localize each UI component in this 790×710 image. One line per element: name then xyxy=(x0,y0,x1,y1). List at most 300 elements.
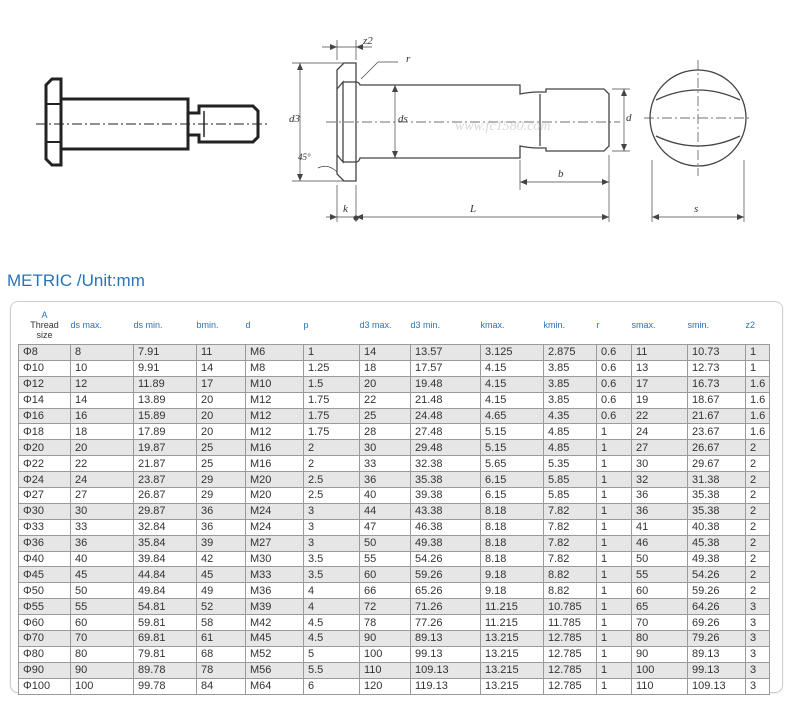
table-cell: 1.6 xyxy=(746,392,770,408)
col-header: ds min. xyxy=(133,320,163,330)
table-cell: 12 xyxy=(71,376,134,392)
table-cell: 5.65 xyxy=(481,456,544,472)
table-cell: 1.6 xyxy=(746,408,770,424)
table-cell: 8.18 xyxy=(481,535,544,551)
table-cell: 4.15 xyxy=(481,376,544,392)
table-cell: 2 xyxy=(746,440,770,456)
table-cell: 70 xyxy=(632,615,688,631)
table-cell: 5.35 xyxy=(544,456,597,472)
label-k: k xyxy=(343,203,348,215)
table-cell: 1.6 xyxy=(746,424,770,440)
table-cell: Φ22 xyxy=(19,456,71,472)
table-cell: 78 xyxy=(197,662,246,678)
table-cell: 79.26 xyxy=(688,631,746,647)
table-cell: 79.81 xyxy=(134,646,197,662)
table-cell: Φ20 xyxy=(19,440,71,456)
table-cell: 11.89 xyxy=(134,376,197,392)
table-cell: 2 xyxy=(746,583,770,599)
table-cell: 1.75 xyxy=(304,424,360,440)
table-cell: 10.73 xyxy=(688,345,746,361)
table-cell: Φ50 xyxy=(19,583,71,599)
table-cell: 17.57 xyxy=(411,360,481,376)
table-cell: 69.81 xyxy=(134,631,197,647)
table-cell: 71.26 xyxy=(411,599,481,615)
table-cell: 16 xyxy=(71,408,134,424)
table-cell: 5.85 xyxy=(544,488,597,504)
table-cell: 17 xyxy=(632,376,688,392)
table-cell: 26.67 xyxy=(688,440,746,456)
table-cell: 4.35 xyxy=(544,408,597,424)
table-row xyxy=(19,376,770,392)
table-cell: 1 xyxy=(597,631,632,647)
table-cell: 32 xyxy=(632,472,688,488)
table-cell: 22 xyxy=(360,392,411,408)
table-cell: 2 xyxy=(746,535,770,551)
table-cell: 3.85 xyxy=(544,360,597,376)
table-cell: 0.6 xyxy=(597,376,632,392)
table-cell: 47 xyxy=(360,519,411,535)
table-cell: 40 xyxy=(71,551,134,567)
table-cell: 36 xyxy=(632,488,688,504)
table-cell: 15.89 xyxy=(134,408,197,424)
table-cell: 3 xyxy=(746,631,770,647)
table-cell: 25 xyxy=(197,456,246,472)
table-cell: 2 xyxy=(746,519,770,535)
table-cell: 99.13 xyxy=(411,646,481,662)
table-cell: 42 xyxy=(197,551,246,567)
col-header: p xyxy=(303,320,309,330)
table-cell: 68 xyxy=(197,646,246,662)
table-cell: 89.78 xyxy=(134,662,197,678)
table-row xyxy=(19,360,770,376)
table-cell: 0.6 xyxy=(597,392,632,408)
shoulder-bolt-drawing xyxy=(0,0,790,250)
table-cell: M33 xyxy=(246,567,304,583)
table-cell: 30 xyxy=(632,456,688,472)
table-cell: Φ36 xyxy=(19,535,71,551)
table-cell: M16 xyxy=(246,440,304,456)
table-cell: 25 xyxy=(360,408,411,424)
table-cell: 1 xyxy=(597,583,632,599)
table-cell: 109.13 xyxy=(411,662,481,678)
table-cell: 7.82 xyxy=(544,519,597,535)
table-cell: 49.84 xyxy=(134,583,197,599)
table-cell: 100 xyxy=(71,678,134,694)
label-d3: d3 xyxy=(289,113,300,125)
table-cell: 2 xyxy=(304,440,360,456)
table-row xyxy=(19,424,770,440)
table-cell: Φ90 xyxy=(19,662,71,678)
table-cell: 3 xyxy=(746,615,770,631)
table-cell: 4 xyxy=(304,599,360,615)
table-cell: 1.75 xyxy=(304,408,360,424)
table-cell: 2 xyxy=(746,472,770,488)
table-cell: 90 xyxy=(632,646,688,662)
table-row xyxy=(19,551,770,567)
table-cell: 13 xyxy=(632,360,688,376)
table-cell: 90 xyxy=(71,662,134,678)
table-cell: Φ45 xyxy=(19,567,71,583)
table-cell: 78 xyxy=(360,615,411,631)
table-cell: 3 xyxy=(304,535,360,551)
table-cell: M45 xyxy=(246,631,304,647)
table-cell: 4.85 xyxy=(544,424,597,440)
table-cell: 1 xyxy=(597,472,632,488)
label-s: s xyxy=(694,203,699,215)
table-cell: 22 xyxy=(71,456,134,472)
label-L: L xyxy=(470,203,477,215)
table-cell: 7.82 xyxy=(544,551,597,567)
table-cell: 43.38 xyxy=(411,503,481,519)
table-cell: 8 xyxy=(71,345,134,361)
table-cell: 27 xyxy=(71,488,134,504)
table-cell: 54.26 xyxy=(411,551,481,567)
table-cell: 13.215 xyxy=(481,662,544,678)
table-cell: 59.26 xyxy=(688,583,746,599)
table-cell: 1 xyxy=(597,519,632,535)
table-cell: 0.6 xyxy=(597,345,632,361)
table-cell: M30 xyxy=(246,551,304,567)
table-cell: 18 xyxy=(360,360,411,376)
col-header: bmin. xyxy=(196,320,219,330)
table-cell: 52 xyxy=(197,599,246,615)
table-cell: 8.82 xyxy=(544,583,597,599)
table-row xyxy=(19,583,770,599)
table-cell: 0.6 xyxy=(597,408,632,424)
table-row xyxy=(19,408,770,424)
table-cell: M42 xyxy=(246,615,304,631)
table-cell: 69.26 xyxy=(688,615,746,631)
table-cell: 1 xyxy=(597,646,632,662)
table-cell: 20 xyxy=(197,424,246,440)
table-cell: 110 xyxy=(360,662,411,678)
table-cell: 10.785 xyxy=(544,599,597,615)
table-cell: 25 xyxy=(197,440,246,456)
table-cell: 33 xyxy=(360,456,411,472)
col-header-thread-size: A Thread size xyxy=(30,310,59,340)
table-cell: 26.87 xyxy=(134,488,197,504)
table-cell: Φ80 xyxy=(19,646,71,662)
table-cell: 49.38 xyxy=(411,535,481,551)
table-cell: 61 xyxy=(197,631,246,647)
bolt-side-view xyxy=(36,79,268,165)
table-cell: 90 xyxy=(360,631,411,647)
table-cell: 16.73 xyxy=(688,376,746,392)
table-cell: 1 xyxy=(597,567,632,583)
table-cell: 13.89 xyxy=(134,392,197,408)
table-cell: 45 xyxy=(197,567,246,583)
table-cell: 35.38 xyxy=(411,472,481,488)
table-cell: Φ30 xyxy=(19,503,71,519)
table-cell: 3 xyxy=(746,678,770,694)
table-cell: 20 xyxy=(197,408,246,424)
table-cell: 58 xyxy=(197,615,246,631)
table-cell: 1.75 xyxy=(304,392,360,408)
table-cell: 8.18 xyxy=(481,551,544,567)
table-cell: 29 xyxy=(197,488,246,504)
table-cell: 5.5 xyxy=(304,662,360,678)
table-cell: M10 xyxy=(246,376,304,392)
table-row xyxy=(19,472,770,488)
table-cell: 64.26 xyxy=(688,599,746,615)
table-cell: 45.38 xyxy=(688,535,746,551)
table-cell: Φ55 xyxy=(19,599,71,615)
table-cell: 89.13 xyxy=(688,646,746,662)
table-cell: Φ16 xyxy=(19,408,71,424)
table-cell: 5.85 xyxy=(544,472,597,488)
table-cell: 11 xyxy=(632,345,688,361)
table-cell: 29.48 xyxy=(411,440,481,456)
table-cell: M20 xyxy=(246,472,304,488)
table-cell: 29 xyxy=(197,472,246,488)
table-cell: 14 xyxy=(360,345,411,361)
col-header: d3 max. xyxy=(359,320,392,330)
table-cell: 19 xyxy=(632,392,688,408)
table-cell: 13.57 xyxy=(411,345,481,361)
table-cell: 2.5 xyxy=(304,488,360,504)
table-row xyxy=(19,535,770,551)
section-title: METRIC /Unit:mm xyxy=(7,271,145,290)
table-cell: 19.87 xyxy=(134,440,197,456)
col-header: kmin. xyxy=(543,320,566,330)
table-cell: 110 xyxy=(632,678,688,694)
table-cell: 20 xyxy=(197,392,246,408)
table-cell: 36 xyxy=(360,472,411,488)
table-cell: 9.18 xyxy=(481,583,544,599)
table-cell: M12 xyxy=(246,424,304,440)
table-cell: 21.87 xyxy=(134,456,197,472)
table-cell: 100 xyxy=(360,646,411,662)
table-cell: 46 xyxy=(632,535,688,551)
table-cell: 109.13 xyxy=(688,678,746,694)
label-ds: ds xyxy=(398,113,408,125)
table-cell: 45 xyxy=(71,567,134,583)
table-cell: 72 xyxy=(360,599,411,615)
table-cell: 12.785 xyxy=(544,678,597,694)
table-cell: 14 xyxy=(71,392,134,408)
label-b: b xyxy=(558,168,564,180)
table-cell: 1 xyxy=(597,456,632,472)
table-row xyxy=(19,440,770,456)
table-cell: Φ33 xyxy=(19,519,71,535)
table-cell: 17 xyxy=(197,376,246,392)
table-cell: 13.215 xyxy=(481,678,544,694)
table-cell: 49.38 xyxy=(688,551,746,567)
table-row xyxy=(19,456,770,472)
table-cell: 2 xyxy=(746,551,770,567)
table-cell: 35.84 xyxy=(134,535,197,551)
table-row xyxy=(19,615,770,631)
table-cell: 55 xyxy=(71,599,134,615)
table-cell: 1.6 xyxy=(746,376,770,392)
table-cell: 60 xyxy=(71,615,134,631)
label-angle: 45° xyxy=(298,152,311,162)
table-cell: 80 xyxy=(71,646,134,662)
table-cell: M52 xyxy=(246,646,304,662)
table-cell: 40.38 xyxy=(688,519,746,535)
table-cell: 22 xyxy=(632,408,688,424)
table-cell: 2.875 xyxy=(544,345,597,361)
table-cell: 80 xyxy=(632,631,688,647)
table-cell: Φ100 xyxy=(19,678,71,694)
table-cell: 77.26 xyxy=(411,615,481,631)
col-header: d xyxy=(245,320,251,330)
table-cell: 3 xyxy=(304,503,360,519)
table-cell: 7.82 xyxy=(544,535,597,551)
table-cell: 2 xyxy=(746,456,770,472)
table-cell: 23.87 xyxy=(134,472,197,488)
table-cell: M36 xyxy=(246,583,304,599)
table-cell: 70 xyxy=(71,631,134,647)
table-cell: 23.67 xyxy=(688,424,746,440)
table-cell: 33 xyxy=(71,519,134,535)
table-cell: 60 xyxy=(632,583,688,599)
table-cell: 11.215 xyxy=(481,599,544,615)
table-cell: Φ8 xyxy=(19,345,71,361)
table-cell: 65.26 xyxy=(411,583,481,599)
table-cell: 3 xyxy=(304,519,360,535)
table-cell: 39.38 xyxy=(411,488,481,504)
table-cell: 2 xyxy=(746,567,770,583)
table-cell: 44 xyxy=(360,503,411,519)
table-cell: 6.15 xyxy=(481,488,544,504)
table-cell: Φ12 xyxy=(19,376,71,392)
table-cell: 3.125 xyxy=(481,345,544,361)
table-cell: 1 xyxy=(597,662,632,678)
table-cell: 99.13 xyxy=(688,662,746,678)
table-cell: 12.73 xyxy=(688,360,746,376)
table-row xyxy=(19,662,770,678)
col-header: z2 xyxy=(745,320,756,330)
table-cell: 4.15 xyxy=(481,360,544,376)
table-cell: 6 xyxy=(304,678,360,694)
table-row xyxy=(19,519,770,535)
table-cell: 1 xyxy=(597,488,632,504)
table-cell: 28 xyxy=(360,424,411,440)
table-cell: 54.26 xyxy=(688,567,746,583)
table-cell: 32.84 xyxy=(134,519,197,535)
table-cell: 27.48 xyxy=(411,424,481,440)
table-cell: 2 xyxy=(304,456,360,472)
table-cell: 50 xyxy=(360,535,411,551)
table-cell: 1 xyxy=(746,345,770,361)
table-cell: 119.13 xyxy=(411,678,481,694)
table-cell: 18.67 xyxy=(688,392,746,408)
table-cell: 21.67 xyxy=(688,408,746,424)
label-z2: z2 xyxy=(363,35,373,47)
table-cell: 11.785 xyxy=(544,615,597,631)
table-cell: 3.85 xyxy=(544,392,597,408)
table-cell: 5.15 xyxy=(481,440,544,456)
table-cell: 11.215 xyxy=(481,615,544,631)
table-cell: 4 xyxy=(304,583,360,599)
table-cell: 120 xyxy=(360,678,411,694)
table-cell: Φ60 xyxy=(19,615,71,631)
table-cell: M56 xyxy=(246,662,304,678)
table-cell: 14 xyxy=(197,360,246,376)
label-d: d xyxy=(626,112,632,124)
table-cell: 59.81 xyxy=(134,615,197,631)
col-header: r xyxy=(596,320,600,330)
table-cell: 36 xyxy=(197,503,246,519)
table-cell: Φ24 xyxy=(19,472,71,488)
table-cell: 54.81 xyxy=(134,599,197,615)
table-cell: Φ70 xyxy=(19,631,71,647)
table-cell: 12.785 xyxy=(544,631,597,647)
table-row xyxy=(19,599,770,615)
table-cell: 66 xyxy=(360,583,411,599)
table-cell: 39.84 xyxy=(134,551,197,567)
table-cell: 36 xyxy=(632,503,688,519)
table-cell: 35.38 xyxy=(688,503,746,519)
table-cell: 4.65 xyxy=(481,408,544,424)
table-row xyxy=(19,678,770,694)
table-cell: 50 xyxy=(632,551,688,567)
table-cell: 11 xyxy=(197,345,246,361)
table-row xyxy=(19,345,770,361)
table-cell: 39 xyxy=(197,535,246,551)
table-cell: 1 xyxy=(597,615,632,631)
table-cell: 59.26 xyxy=(411,567,481,583)
table-cell: Φ10 xyxy=(19,360,71,376)
table-cell: 1 xyxy=(597,551,632,567)
table-cell: 2.5 xyxy=(304,472,360,488)
table-cell: 24.48 xyxy=(411,408,481,424)
table-cell: 24 xyxy=(632,424,688,440)
table-cell: 4.15 xyxy=(481,392,544,408)
table-cell: M16 xyxy=(246,456,304,472)
table-row xyxy=(19,392,770,408)
table-cell: M12 xyxy=(246,408,304,424)
table-cell: Φ18 xyxy=(19,424,71,440)
table-cell: 1 xyxy=(597,424,632,440)
table-cell: 12.785 xyxy=(544,646,597,662)
table-cell: M8 xyxy=(246,360,304,376)
table-cell: 3 xyxy=(746,599,770,615)
table-cell: 35.38 xyxy=(688,488,746,504)
table-body xyxy=(19,345,770,695)
table-cell: 4.5 xyxy=(304,615,360,631)
table-cell: 31.38 xyxy=(688,472,746,488)
table-cell: M24 xyxy=(246,503,304,519)
table-cell: 60 xyxy=(360,567,411,583)
table-cell: 8.18 xyxy=(481,519,544,535)
table-cell: 32.38 xyxy=(411,456,481,472)
table-row xyxy=(19,567,770,583)
table-cell: 3.5 xyxy=(304,551,360,567)
table-cell: 41 xyxy=(632,519,688,535)
table-cell: 29.67 xyxy=(688,456,746,472)
table-cell: 3 xyxy=(746,662,770,678)
table-cell: 13.215 xyxy=(481,646,544,662)
table-cell: 21.48 xyxy=(411,392,481,408)
col-header: kmax. xyxy=(480,320,505,330)
table-cell: 3 xyxy=(746,646,770,662)
table-cell: 5 xyxy=(304,646,360,662)
table-cell: 36 xyxy=(197,519,246,535)
col-header: smax. xyxy=(631,320,656,330)
spec-table-container xyxy=(10,301,783,693)
col-header: smin. xyxy=(687,320,710,330)
table-row xyxy=(19,488,770,504)
table-cell: 100 xyxy=(632,662,688,678)
table-cell: 4.85 xyxy=(544,440,597,456)
table-cell: 0.6 xyxy=(597,360,632,376)
table-cell: 84 xyxy=(197,678,246,694)
table-cell: 12.785 xyxy=(544,662,597,678)
table-cell: 46.38 xyxy=(411,519,481,535)
table-cell: 55 xyxy=(360,551,411,567)
